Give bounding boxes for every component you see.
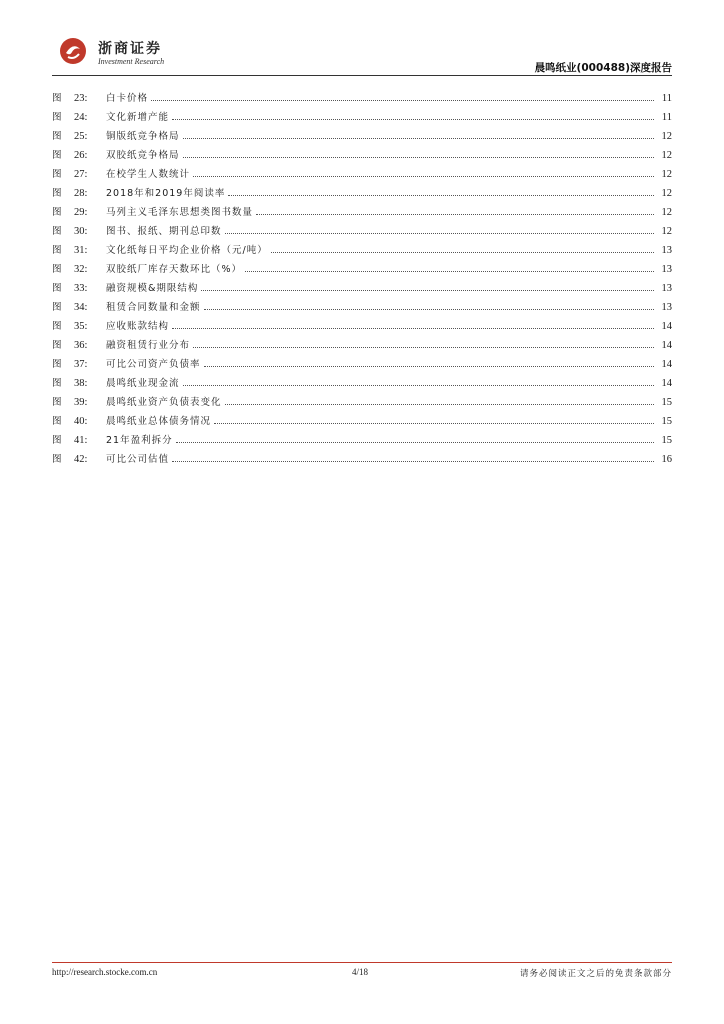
toc-entry-leader bbox=[225, 404, 654, 405]
toc-entry-title: 图书、报纸、期刊总印数 bbox=[106, 226, 222, 237]
toc-entry-page: 15 bbox=[661, 397, 672, 408]
toc-entry[interactable] bbox=[52, 223, 672, 242]
toc-entry-title: 文化新增产能 bbox=[106, 112, 170, 123]
toc-entry-title: 双胶纸厂库存天数环比（%） bbox=[106, 264, 243, 275]
toc-entry-leader bbox=[271, 252, 654, 253]
toc-entry-prefix: 图 bbox=[52, 93, 62, 104]
toc-entry-title: 双胶纸竞争格局 bbox=[106, 150, 180, 161]
toc-entry-number: 41: bbox=[74, 435, 88, 446]
footer-divider bbox=[52, 962, 672, 963]
toc-entry-number: 32: bbox=[74, 264, 88, 275]
toc-entry-prefix: 图 bbox=[52, 131, 62, 142]
toc-entry-prefix: 图 bbox=[52, 435, 62, 446]
toc-entry-number: 29: bbox=[74, 207, 88, 218]
toc-entry-number: 31: bbox=[74, 245, 88, 256]
toc-entry-title: 铜版纸竞争格局 bbox=[106, 131, 180, 142]
toc-entry-prefix: 图 bbox=[52, 112, 62, 123]
toc-entry-page: 14 bbox=[661, 340, 672, 351]
toc-entry[interactable] bbox=[52, 394, 672, 413]
toc-entry-prefix: 图 bbox=[52, 207, 62, 218]
toc-entry-title: 21年盈利拆分 bbox=[106, 435, 173, 446]
toc-entry[interactable] bbox=[52, 204, 672, 223]
toc-entry-prefix: 图 bbox=[52, 321, 62, 332]
toc-entry-prefix: 图 bbox=[52, 340, 62, 351]
toc-entry[interactable] bbox=[52, 185, 672, 204]
toc-entry-title: 晨鸣纸业资产负债表变化 bbox=[106, 397, 222, 408]
toc-entry-number: 34: bbox=[74, 302, 88, 313]
toc-entry-leader bbox=[193, 176, 654, 177]
toc-entry[interactable] bbox=[52, 432, 672, 451]
company-logo-icon bbox=[58, 36, 88, 66]
toc-entry-title: 晨鸣纸业现金流 bbox=[106, 378, 180, 389]
toc-entry-number: 24: bbox=[74, 112, 88, 123]
toc-entry-prefix: 图 bbox=[52, 378, 62, 389]
toc-entry[interactable] bbox=[52, 109, 672, 128]
toc-entry-title: 可比公司估值 bbox=[106, 454, 170, 465]
logo-name-cn: 浙商证券 bbox=[98, 41, 162, 57]
page-header bbox=[52, 32, 672, 76]
toc-entry-prefix: 图 bbox=[52, 226, 62, 237]
toc-entry[interactable] bbox=[52, 318, 672, 337]
toc-entry-leader bbox=[214, 423, 654, 424]
toc-entry-leader bbox=[183, 385, 654, 386]
toc-entry-number: 33: bbox=[74, 283, 88, 294]
toc-entry-prefix: 图 bbox=[52, 397, 62, 408]
toc-entry[interactable] bbox=[52, 261, 672, 280]
toc-entry-page: 14 bbox=[661, 321, 672, 332]
toc-entry-page: 12 bbox=[661, 226, 672, 237]
toc-entry-page: 14 bbox=[661, 378, 672, 389]
toc-entry-page: 13 bbox=[661, 245, 672, 256]
toc-entry-number: 42: bbox=[74, 454, 88, 465]
toc-entry[interactable] bbox=[52, 166, 672, 185]
toc-entry-title: 融资租赁行业分布 bbox=[106, 340, 191, 351]
toc-entry-page: 15 bbox=[661, 435, 672, 446]
toc-entry-title: 马列主义毛泽东思想类图书数量 bbox=[106, 207, 254, 218]
toc-entry-number: 23: bbox=[74, 93, 88, 104]
footer-url-link[interactable]: http://research.stocke.com.cn bbox=[52, 967, 158, 977]
toc-entry-title: 应收账款结构 bbox=[106, 321, 170, 332]
toc-entry[interactable] bbox=[52, 90, 672, 109]
toc-entry-prefix: 图 bbox=[52, 454, 62, 465]
toc-entry-prefix: 图 bbox=[52, 188, 62, 199]
toc-entry[interactable] bbox=[52, 356, 672, 375]
toc-entry-page: 11 bbox=[661, 93, 672, 104]
toc-entry-page: 13 bbox=[661, 264, 672, 275]
toc-entry[interactable] bbox=[52, 451, 672, 470]
toc-entry-number: 40: bbox=[74, 416, 88, 427]
toc-entry-leader bbox=[228, 195, 654, 196]
toc-entry-leader bbox=[204, 309, 654, 310]
toc-entry-leader bbox=[201, 290, 654, 291]
header-divider bbox=[52, 75, 672, 76]
toc-entry-title: 在校学生人数统计 bbox=[106, 169, 191, 180]
toc-entry[interactable] bbox=[52, 147, 672, 166]
toc-entry-number: 27: bbox=[74, 169, 88, 180]
toc-entry-page: 12 bbox=[661, 207, 672, 218]
disclaimer-note: 请务必阅读正文之后的免责条款部分 bbox=[519, 969, 672, 979]
toc-entry-leader bbox=[172, 461, 654, 462]
toc-entry-leader bbox=[172, 328, 654, 329]
toc-entry-title: 可比公司资产负债率 bbox=[106, 359, 201, 370]
toc-entry-prefix: 图 bbox=[52, 283, 62, 294]
toc-entry-prefix: 图 bbox=[52, 150, 62, 161]
report-title: 晨鸣纸业(000488)深度报告 bbox=[534, 62, 672, 74]
toc-entry-prefix: 图 bbox=[52, 416, 62, 427]
toc-entry-page: 15 bbox=[661, 416, 672, 427]
toc-entry-number: 26: bbox=[74, 150, 88, 161]
toc-entry[interactable] bbox=[52, 280, 672, 299]
toc-entry-number: 36: bbox=[74, 340, 88, 351]
toc-entry-title: 2018年和2019年阅读率 bbox=[106, 188, 226, 199]
toc-entry-leader bbox=[183, 157, 654, 158]
toc-entry-number: 38: bbox=[74, 378, 88, 389]
toc-entry-number: 30: bbox=[74, 226, 88, 237]
toc-entry[interactable] bbox=[52, 413, 672, 432]
toc-entry-leader bbox=[183, 138, 654, 139]
toc-entry-prefix: 图 bbox=[52, 245, 62, 256]
toc-entry-title: 融资规模&期限结构 bbox=[106, 283, 199, 294]
toc-entry[interactable] bbox=[52, 375, 672, 394]
logo-name-en: Investment Research bbox=[98, 57, 165, 66]
toc-entry-number: 39: bbox=[74, 397, 88, 408]
toc-entry-page: 14 bbox=[661, 359, 672, 370]
toc-entry-leader bbox=[204, 366, 654, 367]
toc-entry-page: 12 bbox=[661, 131, 672, 142]
figure-list bbox=[52, 90, 672, 470]
toc-entry-leader bbox=[245, 271, 654, 272]
toc-entry[interactable] bbox=[52, 337, 672, 356]
toc-entry-title: 晨鸣纸业总体债务情况 bbox=[106, 416, 212, 427]
toc-entry-page: 13 bbox=[661, 302, 672, 313]
toc-entry-title: 租赁合同数量和金额 bbox=[106, 302, 201, 313]
toc-entry-prefix: 图 bbox=[52, 302, 62, 313]
toc-entry-leader bbox=[225, 233, 654, 234]
toc-entry-page: 12 bbox=[661, 188, 672, 199]
toc-entry-number: 37: bbox=[74, 359, 88, 370]
toc-entry-title: 白卡价格 bbox=[106, 93, 149, 104]
toc-entry-page: 12 bbox=[661, 169, 672, 180]
toc-entry-page: 12 bbox=[661, 150, 672, 161]
toc-entry[interactable] bbox=[52, 128, 672, 147]
toc-entry[interactable] bbox=[52, 242, 672, 261]
toc-entry-page: 11 bbox=[661, 112, 672, 123]
toc-entry[interactable] bbox=[52, 299, 672, 318]
toc-entry-leader bbox=[151, 100, 654, 101]
toc-entry-leader bbox=[176, 442, 654, 443]
toc-entry-leader bbox=[256, 214, 654, 215]
toc-entry-number: 25: bbox=[74, 131, 88, 142]
toc-entry-page: 16 bbox=[661, 454, 672, 465]
toc-entry-leader bbox=[193, 347, 654, 348]
toc-entry-prefix: 图 bbox=[52, 359, 62, 370]
toc-entry-number: 35: bbox=[74, 321, 88, 332]
toc-entry-page: 13 bbox=[661, 283, 672, 294]
toc-entry-prefix: 图 bbox=[52, 264, 62, 275]
toc-entry-leader bbox=[172, 119, 654, 120]
toc-entry-title: 文化纸每日平均企业价格（元/吨） bbox=[106, 245, 268, 256]
toc-entry-number: 28: bbox=[74, 188, 88, 199]
page-number: 4/18 bbox=[352, 967, 369, 977]
toc-entry-prefix: 图 bbox=[52, 169, 62, 180]
